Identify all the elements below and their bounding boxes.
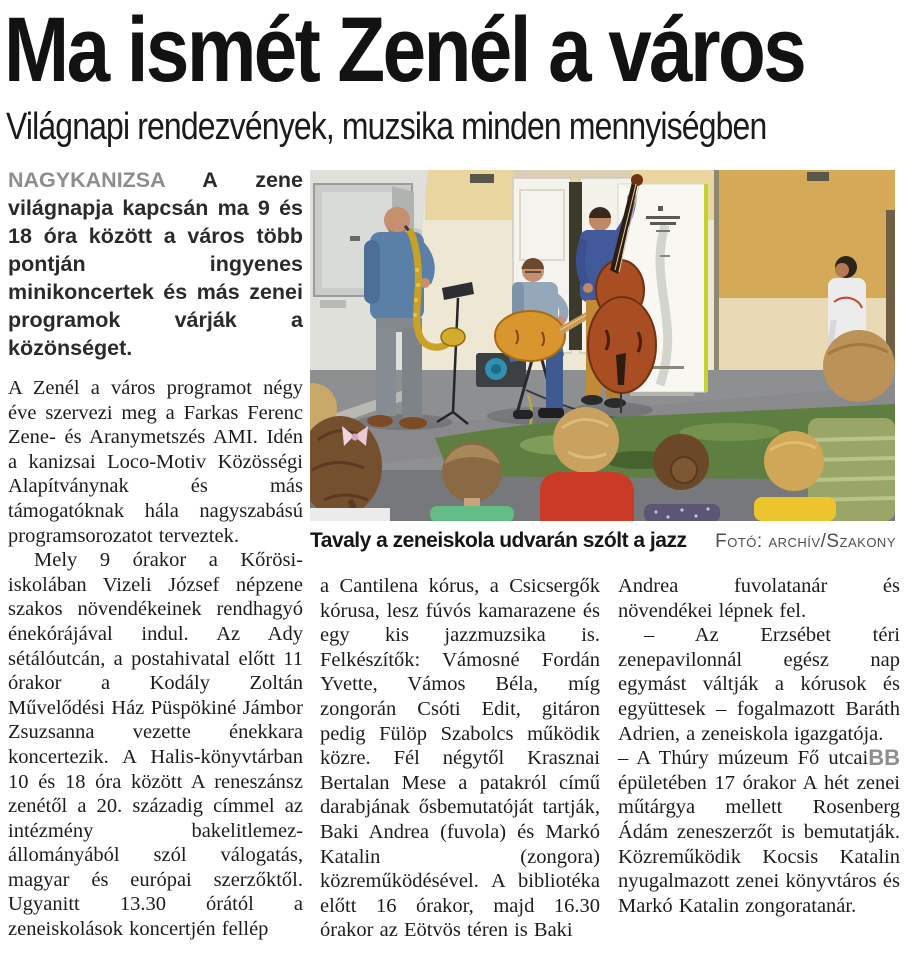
- location-tag: NAGYKANIZSA: [8, 168, 165, 192]
- body-paragraph: A Zenél a város programot négy éve szervezi meg a Farkas Ferenc Zene- és Aranymetszés AMI. Idén a kanizsai Loco-Motiv Közösségi Alapítványnak és más támogatóknak hála nagyszabású programsorozatot terveztek.: [8, 377, 303, 547]
- body-paragraph: – Az Erzsébet téri zenepavilonnál egész nap egymást váltják a kórusok és együttesek – fogalmazott Baráth Adrien, a zeneiskola igazgatója.: [618, 624, 900, 745]
- lead-paragraph: [8, 166, 303, 362]
- body-paragraph-text: – A Thúry múzeum Fő utcai épületében 17 órakor A hét zenei műtárgya mellett Rosenberg Ádám zeneszerzőt is bemutatják. Közreműködik Kocsis Katalin nyugalmazott zenei könyvtáros és Markó Katalin zongoratanár.: [618, 747, 900, 917]
- photo-caption: Tavaly a zeneiskola udvarán szólt a jazz: [310, 529, 687, 552]
- photo-illustration-jazz-courtyard: [310, 170, 895, 521]
- photo-caption-row: [310, 529, 896, 557]
- article-photo: [310, 170, 895, 521]
- column-left: [8, 166, 303, 942]
- column-right: [618, 574, 900, 918]
- photo-credit: Fotó: archív/Szakony: [715, 531, 896, 552]
- article-subtitle: Világnapi rendezvények, muzsika minden mennyiségben: [6, 106, 767, 148]
- article-headline: Ma ismét Zenél a város: [4, 0, 805, 101]
- column-middle: [320, 574, 600, 943]
- body-paragraph: Mely 9 órakor a Kőrösi-iskolában Vizeli József népzene szakos növendékeinek rendhagyó énekórájával indul. Az Ady sétálóutcán, a postahivatal előtt 11 órakor a Kodály Zoltán Művelődési Ház Püspökiné Jámbor Zsuzsanna vezette énekkara koncertezik. A Halis-könyvtárban 10 és 18 óra között A reneszánsz zenétől a 20. századig címmel az intézmény bakelitlemez-állományából szól válogatás, magyar és európai szerzőktől. Ugyanitt 13.30 órától a zeneiskolások koncertjén fellép: [8, 549, 303, 941]
- author-initials: BB: [868, 745, 900, 771]
- body-paragraph: a Cantilena kórus, a Csicsergők kórusa, lesz fúvós kamarazene és egy kis jazzmuzsika is. Felkészítők: Vámosné Fordán Yvette, Vámos Béla, míg zongorán Csóti Edit, gitáron pedig Fülöp Szabolcs működik közre. Fél négytől Krasznai Bertalan Mese a patakról című darabjának ősbemutatóját tartják, Baki Andrea (fuvola) és Markó Katalin (zongora) közreműködésével. A bibliotéka előtt 16 órakor, majd 16.30 órakor az Eötvös téren is Baki: [320, 575, 600, 942]
- body-paragraph: [618, 746, 900, 918]
- lead-text: A zene világnapja kapcsán ma 9 és 18 óra között a város több pontján ingyenes minikoncertek és más zenei programok várják a közönséget.: [8, 168, 303, 360]
- body-paragraph: Andrea fuvolatanár és növendékei lépnek fel.: [618, 575, 900, 622]
